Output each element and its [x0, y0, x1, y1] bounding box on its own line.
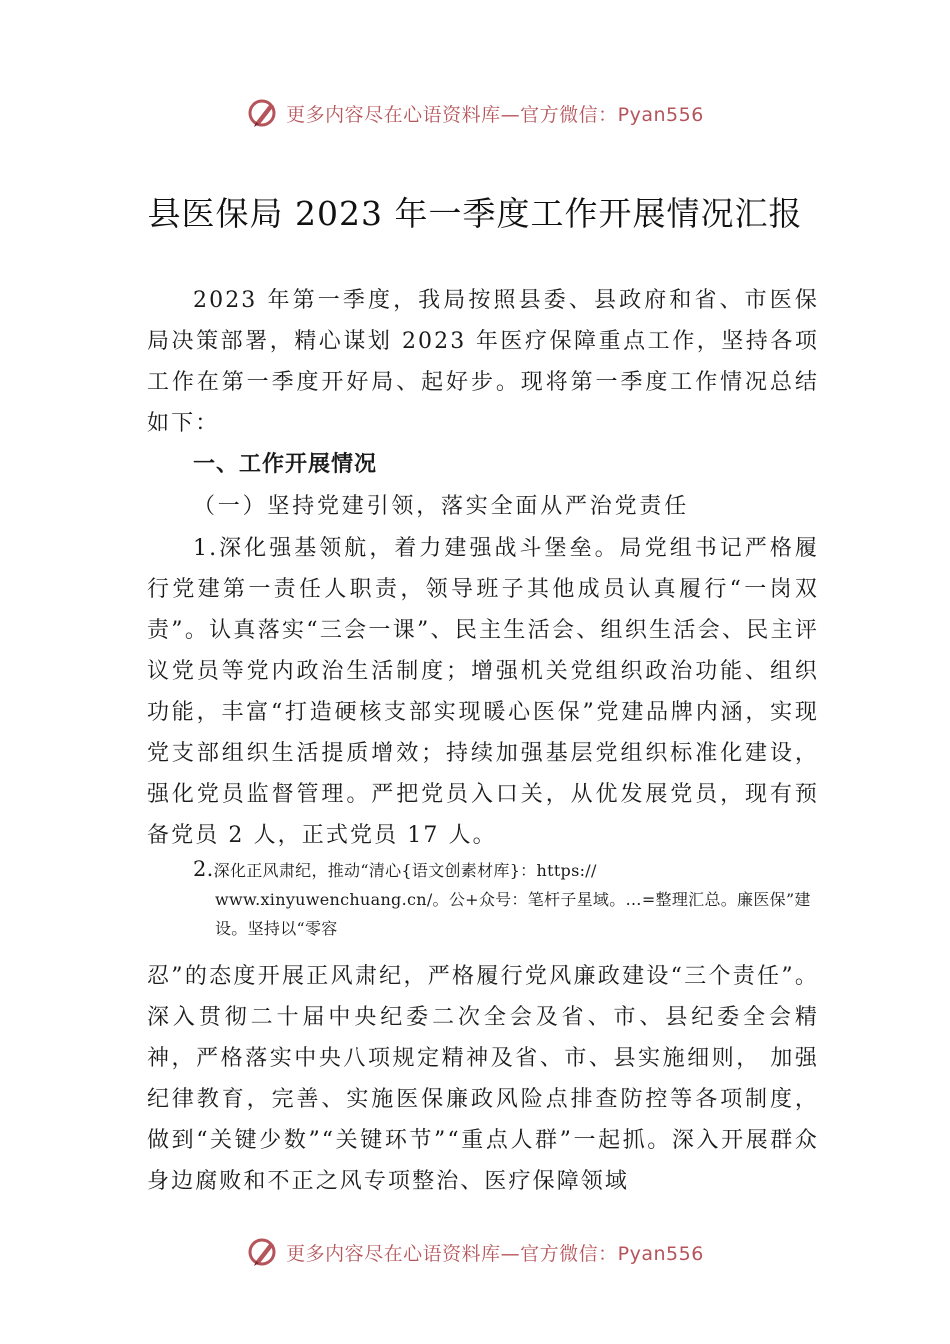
item-1-paragraph: 1.深化强基领航，着力建强战斗堡垒。局党组书记严格履行党建第一责任人职责，领导班子其他成员认真履行“一岗双责”。认真落实“三会一课”、民主生活会、组织生活会、民主评议党员等党内政治生活制度；增强机关党组织政治功能、组织功能，丰富“打造硬核支部实现暖心医保”党建品牌内涵，实现党支部组织生活提质增效；持续加强基层党组织标准化建设，强化党员监督管理。严把党员入口关，从优发展党员，现有预备党员 2 人，正式党员 17 人。 [147, 536, 819, 848]
footer-banner [0, 1232, 950, 1272]
header-banner [0, 93, 950, 133]
pen-logo-icon [246, 1235, 280, 1269]
intro-paragraph: 2023 年第一季度，我局按照县委、县政府和省、市医保局决策部署，精心谋划 2023 年医疗保障重点工作，坚持各项工作在第一季度开好局、起好步。现将第一季度工作情况总结如下： [147, 288, 819, 436]
header-banner-text: 更多内容尽在心语资料库—官方微信：Pyan556 [286, 103, 704, 126]
item-2-number: 2. [193, 857, 214, 881]
pen-logo-icon [246, 96, 280, 130]
item-2-continuation: 忍”的态度开展正风肃纪，严格履行党风廉政建设“三个责任”。深入贯彻二十届中央纪委二次全会及省、市、县纪委全会精神，严格落实中央八项规定精神及省、市、县实施细则， 加强纪律教育，完善、实施医保廉政风险点排查防控等各项制度，做到“关键少数”“关键环节”“重点人群”一起抓。深入开展群众身边腐败和不正之风专项整治、医疗保障领域 [147, 964, 819, 1194]
subsection-heading: （一）坚持党建引领，落实全面从严治党责任 [193, 494, 690, 519]
item-2-line-1: 深化正风肃纪，推动“清心{语文创素材库}：https:// [213, 861, 597, 880]
item-2-line-2: www.xinyuwenchuang.cn/。公+众号：笔杆子星域。…=整理汇总。廉医保”建设。坚持以“零容 [215, 890, 811, 938]
section-heading: 一、工作开展情况 [193, 452, 378, 477]
footer-banner-text: 更多内容尽在心语资料库—官方微信：Pyan556 [286, 1242, 704, 1265]
item-2-paragraph [193, 855, 843, 943]
page-title: 县医保局 2023 年一季度工作开展情况汇报 [147, 194, 803, 233]
